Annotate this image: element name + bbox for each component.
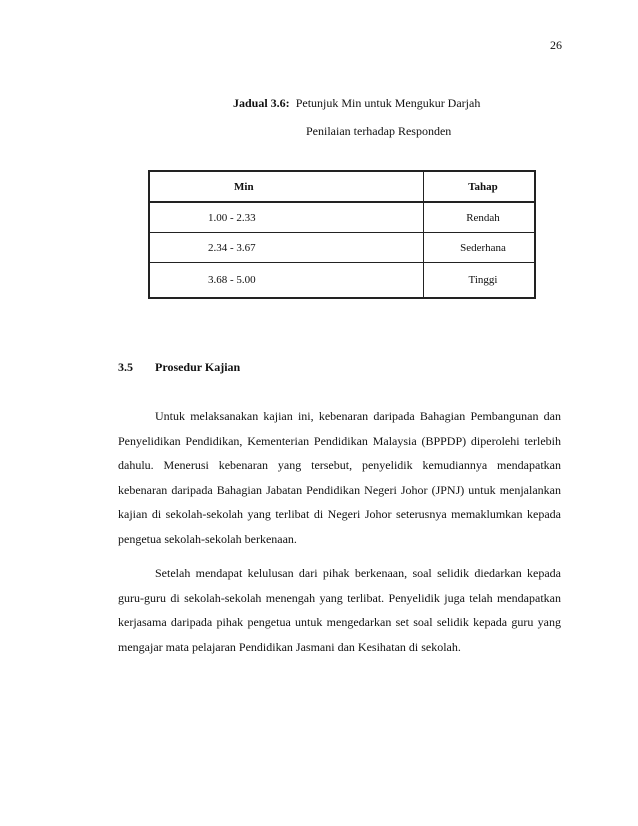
table-caption-title: Petunjuk Min untuk Mengukur Darjah — [295, 96, 481, 110]
mean-scale-table — [148, 170, 536, 299]
page-number: 26 — [550, 38, 562, 52]
body-paragraph: Untuk melaksanakan kajian ini, kebenaran daripada Bahagian Pembangunan dan Penyelidikan Pendidikan, Kementerian Pendidikan Malaysia (BPPDP) diperolehi terlebih dahulu. Menerusi kebenaran yang tersebut, penyelidik kemudiannya mendapatkan kebenaran daripada Bahagian Jabatan Pendidikan Negeri Johor (JPNJ) untuk menjalankan kajian di sekolah-sekolah yang terlibat di Negeri Johor seterusnya memaklumkan kepada pengetua sekolah-sekolah berkenaan. — [118, 409, 561, 546]
table-caption-title-continued: Penilaian terhadap Responden — [306, 124, 452, 138]
cell-level: Tinggi — [424, 263, 536, 299]
cell-level: Rendah — [424, 202, 536, 233]
column-header-tahap: Tahap — [424, 171, 536, 202]
table-caption — [233, 96, 480, 111]
table-row — [149, 202, 535, 233]
table-row — [149, 233, 535, 263]
cell-min-range: 2.34 - 3.67 — [149, 233, 424, 263]
table-header-row — [149, 171, 535, 202]
table-row — [149, 263, 535, 299]
column-header-min: Min — [149, 171, 424, 202]
cell-min-range: 3.68 - 5.00 — [149, 263, 424, 299]
body-paragraph: Setelah mendapat kelulusan dari pihak berkenaan, soal selidik diedarkan kepada guru-guru di sekolah-sekolah menengah yang terlibat. Penyelidik juga telah mendapatkan kerjasama daripada pihak pengetua untuk mengedarkan set soal selidik kepada guru yang mengajar mata pelajaran Pendidikan Jasmani dan Kesihatan di sekolah. — [118, 566, 561, 654]
section-heading — [118, 360, 240, 375]
cell-min-range: 1.00 - 2.33 — [149, 202, 424, 233]
cell-level: Sederhana — [424, 233, 536, 263]
section-title: Prosedur Kajian — [155, 360, 241, 374]
section-number: 3.5 — [118, 360, 133, 374]
table-caption-label: Jadual 3.6: — [233, 96, 290, 110]
